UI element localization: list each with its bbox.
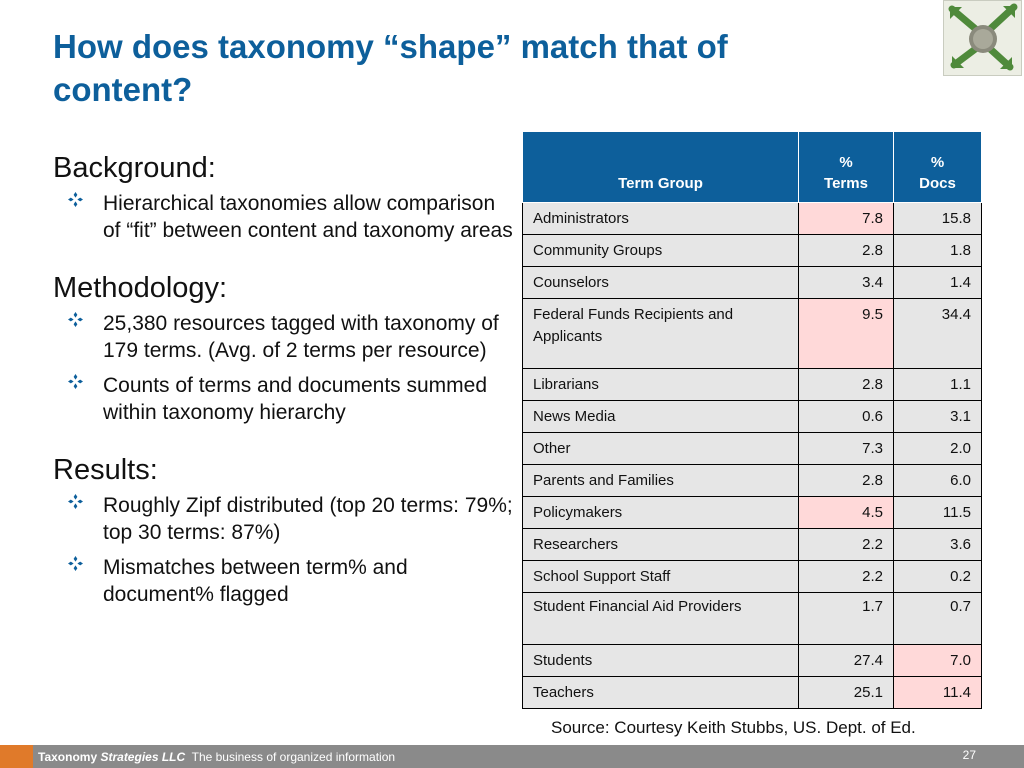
cell-group: School Support Staff: [523, 561, 799, 593]
cell-terms: 27.4: [799, 645, 894, 677]
cell-terms: 2.8: [799, 235, 894, 267]
bullet-text: 25,380 resources tagged with taxonomy of 179 terms. (Avg. of 2 terms per resource): [103, 312, 499, 362]
cell-docs: 1.4: [894, 267, 982, 299]
cell-docs: 2.0: [894, 433, 982, 465]
table-row: [523, 433, 982, 465]
slide-body: [53, 150, 513, 616]
page-number: 27: [962, 748, 976, 762]
table-row: [523, 299, 982, 369]
section-background: [53, 150, 513, 244]
slide-title: How does taxonomy “shape” match that of content?: [53, 28, 728, 108]
cell-docs-flagged: 7.0: [894, 645, 982, 677]
cell-terms: 2.2: [799, 529, 894, 561]
header-docs: % Docs: [894, 132, 982, 203]
table-row: [523, 465, 982, 497]
cell-group: Student Financial Aid Providers: [523, 593, 799, 645]
cell-terms-flagged: 9.5: [799, 299, 894, 369]
table-row: [523, 203, 982, 235]
four-diamond-bullet-icon: [68, 494, 83, 509]
cell-group: Policymakers: [523, 497, 799, 529]
table-row: [523, 401, 982, 433]
bullet-item: [53, 492, 513, 546]
table-row: [523, 561, 982, 593]
table-row: [523, 645, 982, 677]
cell-docs: 11.5: [894, 497, 982, 529]
bullet-text: Hierarchical taxonomies allow comparison of “fit” between content and taxonomy areas: [103, 192, 513, 242]
footer-company-italic: Strategies LLC: [100, 750, 186, 764]
cell-terms: 0.6: [799, 401, 894, 433]
header-terms: % Terms: [799, 132, 894, 203]
section-heading: Background:: [53, 152, 216, 184]
cell-group: News Media: [523, 401, 799, 433]
cell-docs: 6.0: [894, 465, 982, 497]
cell-terms: 25.1: [799, 677, 894, 709]
cell-docs: 3.1: [894, 401, 982, 433]
cell-docs: 3.6: [894, 529, 982, 561]
source-note: Source: Courtesy Keith Stubbs, US. Dept. of Ed.: [551, 718, 916, 737]
cell-terms: 3.4: [799, 267, 894, 299]
section-heading: Results:: [53, 454, 158, 486]
cell-group: Teachers: [523, 677, 799, 709]
cell-docs: 0.2: [894, 561, 982, 593]
bullet-text: Mismatches between term% and document% flagged: [103, 556, 408, 606]
four-diamond-bullet-icon: [68, 312, 83, 327]
table-header-row: [523, 132, 982, 203]
cell-docs: 0.7: [894, 593, 982, 645]
bullet-text: Counts of terms and documents summed within taxonomy hierarchy: [103, 374, 488, 424]
company-logo-icon: [943, 0, 1022, 76]
cell-docs: 15.8: [894, 203, 982, 235]
table-row: [523, 267, 982, 299]
cell-group: Counselors: [523, 267, 799, 299]
section-methodology: [53, 270, 513, 426]
cell-group: Other: [523, 433, 799, 465]
bullet-item: [53, 310, 513, 364]
cell-terms: 2.8: [799, 369, 894, 401]
cell-terms: 2.2: [799, 561, 894, 593]
four-diamond-bullet-icon: [68, 556, 83, 571]
bullet-item: [53, 372, 513, 426]
bullet-item: [53, 190, 513, 244]
cell-docs-flagged: 11.4: [894, 677, 982, 709]
cell-group: Parents and Families: [523, 465, 799, 497]
cell-terms-flagged: 4.5: [799, 497, 894, 529]
cell-group: Federal Funds Recipients and Applicants: [523, 299, 799, 369]
bullet-item: [53, 554, 513, 608]
footer-accent-block: [0, 745, 33, 768]
table-row: [523, 497, 982, 529]
footer-tagline: The business of organized information: [191, 750, 396, 764]
table-row: [523, 369, 982, 401]
four-diamond-bullet-icon: [68, 192, 83, 207]
section-heading: Methodology:: [53, 272, 228, 304]
cell-group: Librarians: [523, 369, 799, 401]
cell-group: Researchers: [523, 529, 799, 561]
cell-terms-flagged: 7.8: [799, 203, 894, 235]
cell-group: Administrators: [523, 203, 799, 235]
footer-bar: [0, 745, 1024, 768]
term-group-table: [522, 131, 982, 709]
bullet-text: Roughly Zipf distributed (top 20 terms: 79%; top 30 terms: 87%): [103, 494, 513, 544]
cell-terms: 1.7: [799, 593, 894, 645]
table-row: [523, 235, 982, 267]
cell-group: Students: [523, 645, 799, 677]
section-results: [53, 452, 513, 608]
cell-docs: 1.8: [894, 235, 982, 267]
header-term-group: Term Group: [523, 132, 799, 203]
four-diamond-bullet-icon: [68, 374, 83, 389]
cell-group: Community Groups: [523, 235, 799, 267]
table-row: [523, 677, 982, 709]
table-row: [523, 529, 982, 561]
table-row: [523, 593, 982, 645]
footer-text: [38, 750, 395, 764]
cell-docs: 34.4: [894, 299, 982, 369]
footer-company: Taxonomy: [38, 750, 98, 764]
cell-terms: 7.3: [799, 433, 894, 465]
cell-docs: 1.1: [894, 369, 982, 401]
cell-terms: 2.8: [799, 465, 894, 497]
